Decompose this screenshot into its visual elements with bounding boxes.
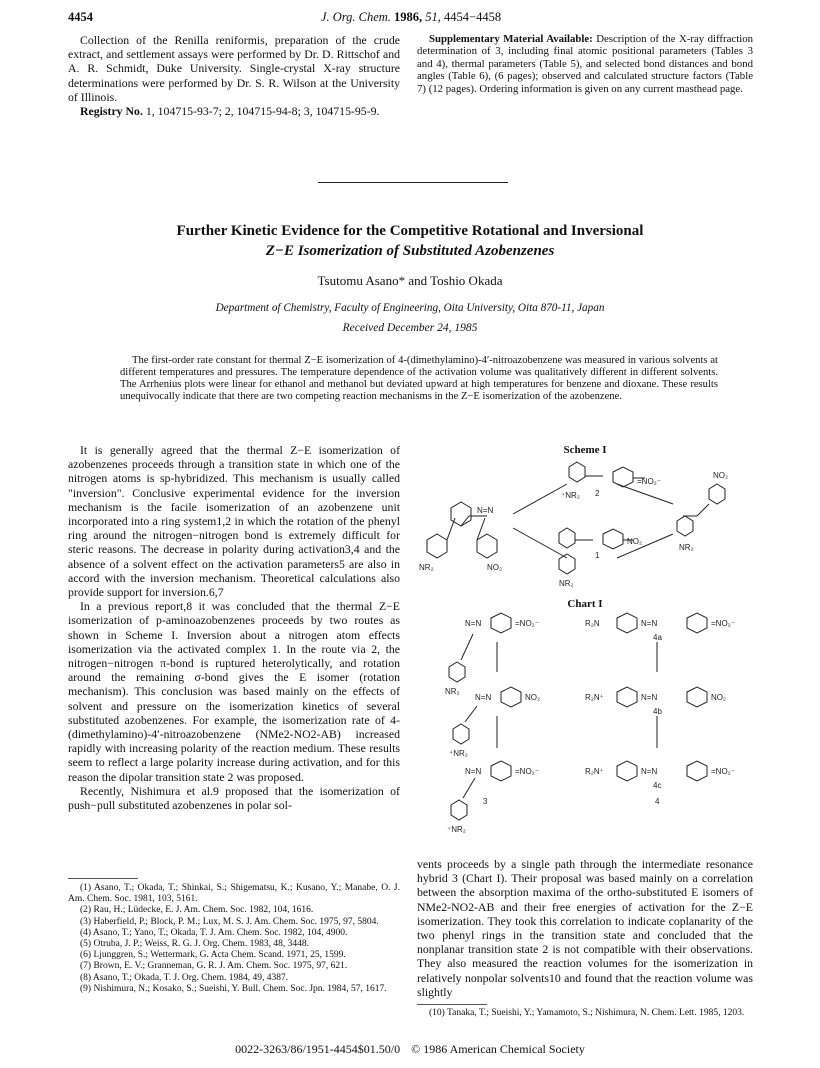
chart-label: Chart I [567,598,603,610]
registry-numbers: 1, 104715-93-7; 2, 104715-94-8; 3, 104715-95-9. [145,104,380,119]
chart-3-no2-1: =NO₂⁻ [515,619,539,628]
body-paragraph-2: In a previous report,8 it was concluded that the thermal Z−E isomerization of p-aminoazobenzenes proceeds by two routes as shown in Scheme I. Inversion about a nitrogen atom effects isomerization via the activated complex 1. In the route via 2, the nitrogen−nitrogen π-bond is ruptured heterolytically, and rotation around the remaining σ-bond gives the E isomer (rotation mechanism). This conclusion was based mainly on the effects of solvent and pressure on the isomerization kinetics of several substituted azobenzenes. For example, the isomerization rate of 4-(dimethylamino)-4′-nitroazobenzene (NMe2-NO2-AB) increased rapidly with increasing polarity of the reaction medium. These results seem to reflect a large polarity increase during activation, and for this reason the dipolar transition state 2 was proposed. [68,599,400,784]
footnote-1: (1) Asano, T.; Okada, T.; Shinkai, S.; Shigematsu, K.; Kusano, Y.; Manabe, O. J. Am. Chem. Soc. 1981, 103, 5161. [68,883,400,905]
footnote-10: (10) Tanaka, T.; Sueishi, Y.; Yamamoto, S.; Nishimura, N. Chem. Lett. 1985, 1203. [429,1008,745,1018]
chart-4b-r2n: R₂N⁺ [585,693,604,702]
registry-label: Registry No. [80,104,143,119]
article-divider [318,182,508,183]
chart-4a-no2: =NO₂⁻ [711,619,735,628]
affiliation: Department of Chemistry, Faculty of Engineering, Oita University, Oita 870-11, Japan [215,302,605,314]
body-paragraph-3: Recently, Nishimura et al.9 proposed that the isomerization of push−pull substituted azobenzenes in polar sol- [68,783,400,813]
scheme-ts-1-no2: NO₂ [627,537,643,546]
footnote-rule-right [417,1004,487,1005]
copyright-notice: © 1986 American Chemical Society [411,1042,585,1056]
scheme-ts-2-nr2: ⁺NR₂ [561,491,580,500]
footnote-8: (8) Asano, T.; Okada, T. J. Org. Chem. 1984, 49, 4387. [80,972,289,983]
footnote-6: (6) Ljunggren, S.; Wettermark, G. Acta Chem. Scand. 1971, 25, 1599. [80,950,346,961]
chart-4a-r2n: R₂N [585,619,600,628]
chart-4b-label: 4b [653,707,662,716]
supplementary-text: Description of the X-ray diffraction determination of 3, including final atomic positional parameters (Tables 3 and 4), thermal parameters (Table 5), and selected bond distances and bond angles (Table 6), (6 pages); observed and calculated structure factors (Table 7) (12 pages). Ordering information is given on any current masthead page. [417,33,753,95]
footnote-9: (9) Nishimura, N.; Kosako, S.; Sueishi, Y. Bull. Chem. Soc. Jpn. 1984, 57, 1617. [80,983,387,994]
chart-4c-r2n: R₂N⁺ [585,767,604,776]
journal-volume: 51, [425,10,441,24]
title-line-2: Z−E Isomerization of Substituted Azobenzenes [265,243,555,259]
chart-4a-n-eq-n: N=N [641,619,658,628]
registry-line [68,104,400,118]
journal-pages: 4454−4458 [444,10,502,24]
scheme-z-n-eq-n: N=N [477,506,494,515]
scheme-diagram [417,458,753,590]
chart-4b-no2: NO₂ [711,693,727,702]
article-code: 0022-3263/86/1951-4454$01.50/0 [235,1042,401,1056]
article-title [120,221,700,261]
acknowledgment-text: Collection of the Renilla reniformis, preparation of the crude extract, and settlement assays were performed by Dr. D. Rittschof and A. R. Schmidt, Duke University. Single-crystal X-ray structure determinations were performed by Dr. S. R. Wilson at the University of Illinois. [68,33,400,104]
chart-4c-label: 4c [653,781,662,790]
journal-citation [68,10,754,25]
scheme-ts-2-label: 2 [595,489,600,498]
chart-3-n-eq-n-1: N=N [465,619,482,628]
chart-3-no2-3: =NO₂⁻ [515,767,539,776]
abstract [120,355,718,403]
chart-diagram [417,612,753,850]
scheme-e-nr2: NR₂ [679,543,694,552]
footnotes-right [417,1008,753,1019]
scheme-ts-1-nr2: NR₂ [559,579,574,588]
ring-left-top [451,502,471,526]
scheme-z-nr2: NR₂ [419,563,434,572]
page-footer [0,1042,820,1057]
body-right-column [417,857,753,999]
journal-name: J. Org. Chem. [320,10,391,24]
scheme-ts-1-label: 1 [595,551,600,560]
body-left-column [68,443,400,812]
page-number: 4454 [68,10,93,24]
chart-4c-n-eq-n: N=N [641,767,658,776]
journal-year: 1986, [394,10,423,24]
footnote-rule-left [68,878,138,879]
body-paragraph-1: It is generally agreed that the thermal Z−E isomerization of azobenzenes proceeds through a transition state in which one of the nitrogen atoms is sp-hybridized. This mechanism is usually called "inversion". Conclusive experimental evidence for the inversion mechanism is the facile isomerization of an azobenzene unit incorporated into a ring system1,2 in which the rotation of the phenyl ring around the nitrogen−nitrogen bond is extremely difficult for steric reasons. The decrease in polarity during activation3,4 and the absence of a solvent effect on the activation parameters5 are also in accord with the inversion mechanism. Theoretical calculations also provide support for inversion.6,7 [68,443,400,600]
chart-3-nr2-plus-2: ⁺NR₂ [447,825,466,834]
chart-4-label: 4 [655,797,660,806]
supplementary-material [417,33,753,95]
footnote-4: (4) Asano, T.; Yano, T.; Okada, T. J. Am. Chem. Soc. 1982, 104, 4900. [80,927,348,938]
footnote-7: (7) Brown, E. V.; Granneman, G. R. J. Am. Chem. Soc. 1975, 97, 621. [80,961,348,972]
scheme-ts-2-no2: =NO₂⁻ [637,477,661,486]
scheme-z-no2: NO₂ [487,563,503,572]
body-right-paragraph: vents proceeds by a single path through the intermediate resonance hybrid 3 (Chart I). Their proposal was based mainly on a correlation between the absorption maxima of the ortho-substituted E isomers of NMe2-NO2-AB and their free energies of activation for the Z−E isomerization. They took this correlation to indicate coplanarity of the two phenyl rings in the transition state and concluded that the nonplanar transition state 2 is not compatible with their observations. They also measured the reaction volumes for the isomerization in relatively nonpolar solvents10 and found that the reaction volume was slightly [417,857,753,999]
chart-3-nr2-plus-1: ⁺NR₂ [449,749,468,758]
running-header [68,10,754,26]
scheme-e-no2: NO₂ [713,471,729,480]
title-line-1: Further Kinetic Evidence for the Competitive Rotational and Inversional [176,223,644,239]
chart-3-nr2: NR₂ [445,687,460,696]
supplementary-label: Supplementary Material Available: [429,33,593,45]
chart-3-label: 3 [483,797,488,806]
chart-4b-n-eq-n: N=N [641,693,658,702]
chart-3-no2-2: NO₂ [525,693,541,702]
footnotes-left [68,883,400,995]
chart-4c-no2: =NO₂⁻ [711,767,735,776]
scheme-label: Scheme I [563,444,607,456]
footnote-5: (5) Otruba, J. P.; Weiss, R. G. J. Org. Chem. 1983, 48, 3448. [80,939,309,950]
author-list: Tsutomu Asano* and Toshio Okada [317,273,503,288]
chart-3-n-eq-n-2: N=N [475,693,492,702]
abstract-text: The first-order rate constant for thermal Z−E isomerization of 4-(dimethylamino)-4′-nitroazobenzene was measured in various solvents at different temperatures and pressures. The temperature dependence of the activation volume was qualitatively different in different solvents. The Arrhenius plots were linear for ethanol and methanol but deviated upward at high temperatures for benzene and dioxane. These results unequivocally indicate that there are two competing reaction mechanisms in the Z−E isomerization of the azobenzene. [120,355,718,403]
previous-article-acknowledgment [68,33,400,118]
footnote-2: (2) Rau, H.; Lüdecke, E. J. Am. Chem. Soc. 1982, 104, 1616. [80,905,314,916]
supplementary-paragraph [417,33,753,95]
chart-3-n-eq-n-3: N=N [465,767,482,776]
received-date: Received December 24, 1985 [342,322,478,334]
chart-4a-label: 4a [653,633,662,642]
footnote-3: (3) Haberfield, P.; Block, P. M.; Lux, M. S. J. Am. Chem. Soc. 1975, 97, 5804. [80,916,379,927]
